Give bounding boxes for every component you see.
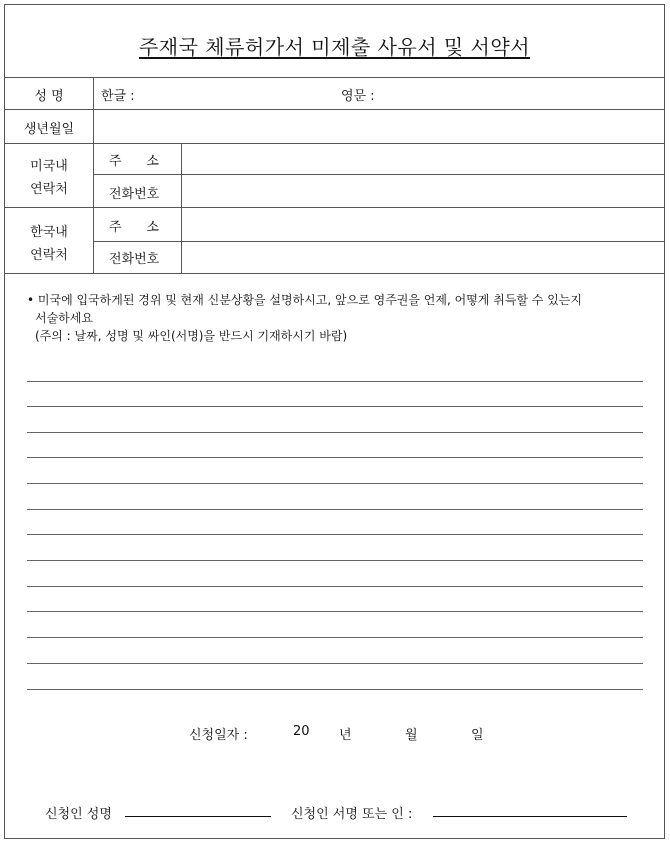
writing-line[interactable] bbox=[27, 406, 643, 407]
instruction-note: (주의 : 날짜, 성명 및 싸인(서명)을 반드시 기재하시기 바람) bbox=[35, 329, 348, 343]
column-divider bbox=[181, 143, 182, 273]
birthdate-label: 생년월일 bbox=[23, 122, 75, 137]
us-phone-label: 전화번호 bbox=[109, 187, 160, 202]
writing-line[interactable] bbox=[27, 611, 643, 612]
us-contact-label-line1: 미국내 bbox=[30, 159, 68, 174]
date-day-label: 일 bbox=[471, 728, 484, 743]
form-title: 주재국 체류허가서 미제출 사유서 및 서약서 bbox=[138, 35, 531, 59]
kr-contact-label-line1: 한국내 bbox=[30, 225, 68, 240]
writing-line[interactable] bbox=[27, 534, 643, 535]
writing-line[interactable] bbox=[27, 560, 643, 561]
name-english-label: 영문 : bbox=[341, 89, 375, 104]
writing-line[interactable] bbox=[27, 483, 643, 484]
kr-address-label: 주 소 bbox=[109, 220, 159, 235]
applicant-sign-label: 신청인 서명 또는 인 : bbox=[291, 807, 413, 822]
application-form bbox=[4, 4, 665, 839]
date-year-label: 년 bbox=[339, 728, 352, 743]
row-divider bbox=[5, 273, 664, 274]
us-address-label: 주 소 bbox=[109, 154, 159, 169]
writing-line[interactable] bbox=[27, 381, 643, 382]
kr-contact-label-line2: 연락처 bbox=[30, 248, 68, 263]
applicant-name-label: 신청인 성명 bbox=[45, 807, 112, 822]
writing-line[interactable] bbox=[27, 432, 643, 433]
applicant-sign-blank[interactable] bbox=[433, 816, 627, 817]
column-divider bbox=[93, 77, 94, 273]
row-divider bbox=[5, 207, 664, 208]
writing-line[interactable] bbox=[27, 509, 643, 510]
writing-line[interactable] bbox=[27, 586, 643, 587]
row-divider bbox=[5, 143, 664, 144]
name-label: 성 명 bbox=[34, 89, 64, 104]
instructions bbox=[27, 291, 647, 345]
writing-line[interactable] bbox=[27, 689, 643, 690]
date-year-prefix: 20 bbox=[293, 724, 310, 739]
applicant-name-blank[interactable] bbox=[125, 816, 271, 817]
instruction-line1: • 미국에 입국하게된 경위 및 현재 신분상황을 설명하시고, 앞으로 영주권을 언제, 어떻게 취득할 수 있는지 bbox=[27, 293, 582, 307]
name-korean-label: 한글 : bbox=[101, 89, 135, 104]
writing-line[interactable] bbox=[27, 663, 643, 664]
date-label: 신청일자 : bbox=[189, 728, 248, 743]
us-contact-label-line2: 연락처 bbox=[30, 182, 68, 197]
writing-line[interactable] bbox=[27, 457, 643, 458]
kr-phone-label: 전화번호 bbox=[109, 252, 160, 267]
instruction-line2: 서술하세요 bbox=[35, 311, 93, 325]
row-divider bbox=[5, 109, 664, 110]
row-divider bbox=[93, 174, 664, 175]
date-month-label: 월 bbox=[405, 728, 418, 743]
row-divider bbox=[93, 241, 664, 242]
writing-line[interactable] bbox=[27, 637, 643, 638]
title-section bbox=[5, 5, 664, 78]
